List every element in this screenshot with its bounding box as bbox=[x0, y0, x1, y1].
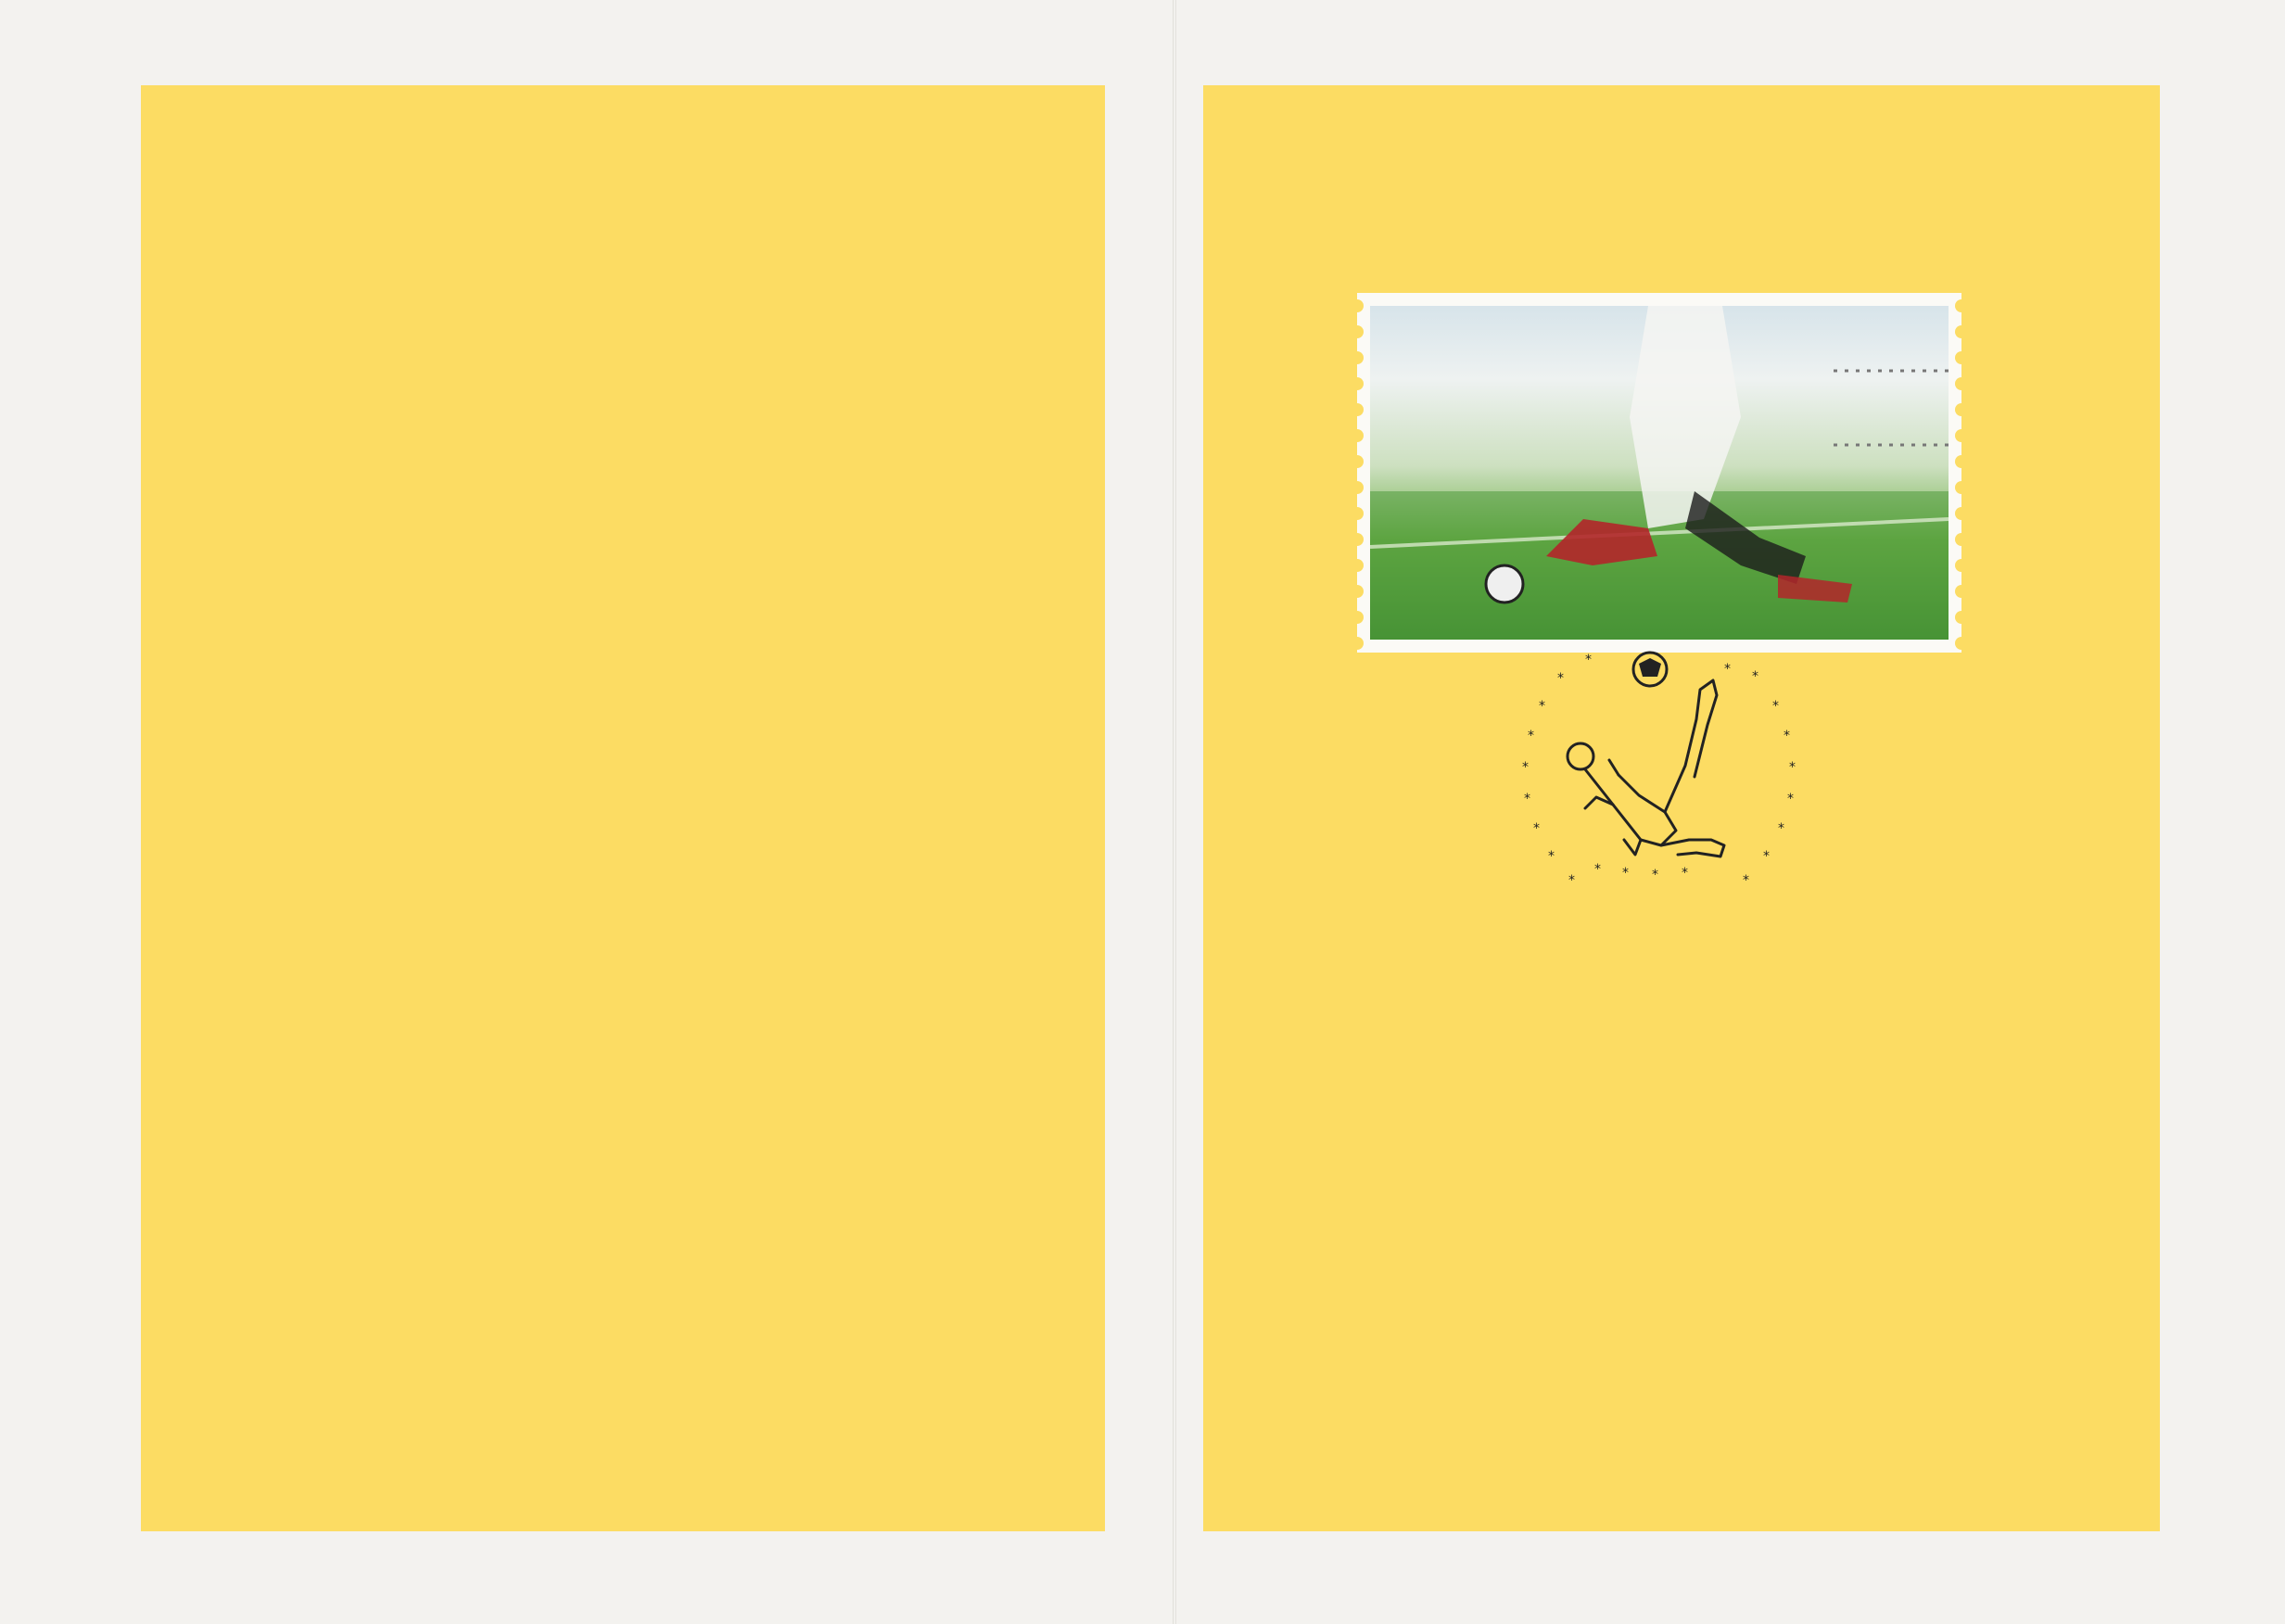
svg-text:*: * bbox=[1724, 662, 1731, 677]
svg-text:*: * bbox=[1743, 873, 1749, 888]
svg-text:*: * bbox=[1622, 866, 1629, 881]
svg-text:*: * bbox=[1778, 821, 1784, 836]
svg-text:*: * bbox=[1522, 760, 1529, 775]
svg-text:*: * bbox=[1682, 866, 1688, 881]
svg-text:*: * bbox=[1548, 849, 1555, 864]
svg-text:*: * bbox=[1789, 760, 1796, 775]
svg-text:*: * bbox=[1652, 868, 1658, 882]
svg-text:*: * bbox=[1528, 729, 1534, 743]
svg-text:*: * bbox=[1568, 873, 1575, 888]
first-day-postmark bbox=[1446, 562, 1872, 988]
center-fold bbox=[1173, 0, 1176, 1624]
svg-text:*: * bbox=[1539, 699, 1545, 714]
perforation-left-edge bbox=[130, 85, 152, 641]
left-panel bbox=[141, 85, 1105, 1531]
svg-text:*: * bbox=[1557, 671, 1564, 686]
svg-text:*: * bbox=[1784, 729, 1790, 743]
svg-text:*: * bbox=[1772, 699, 1779, 714]
svg-text:*: * bbox=[1524, 792, 1530, 806]
svg-text:*: * bbox=[1594, 862, 1601, 877]
svg-text:*: * bbox=[1787, 792, 1794, 806]
perforation-top-edge bbox=[141, 74, 762, 96]
svg-text:*: * bbox=[1763, 849, 1770, 864]
svg-text:*: * bbox=[1585, 653, 1592, 667]
svg-text:*: * bbox=[1752, 669, 1758, 684]
svg-text:*: * bbox=[1533, 821, 1540, 836]
postmark-cancel bbox=[1446, 562, 1872, 988]
